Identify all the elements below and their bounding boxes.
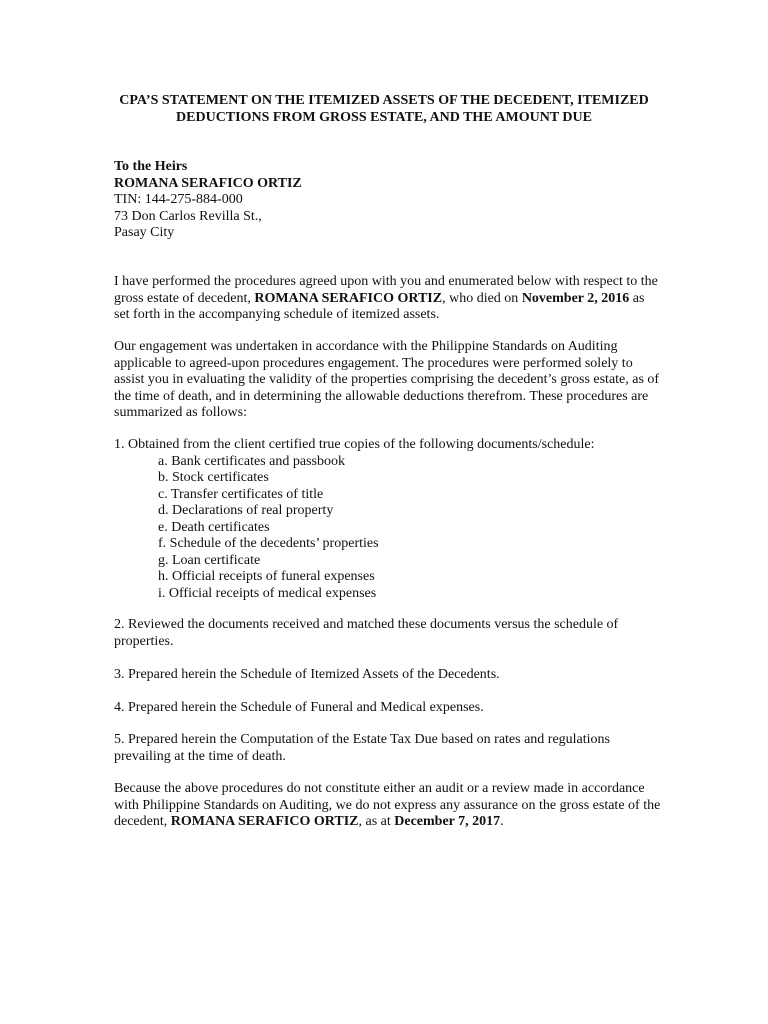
intro-line-1: I have performed the procedures agreed upon with you and enumerated below with respect to the — [114, 274, 658, 289]
addressee-name: ROMANA SERAFICO ORTIZ — [114, 175, 302, 191]
engagement-line-3: assist you in evaluating the validity of the properties comprising the decedent’s gross estate, as of — [114, 372, 660, 387]
engagement-line-2: applicable to agreed-upon procedures engagement. The procedures were performed solely to — [114, 355, 633, 371]
procedure-step-5 — [114, 732, 659, 765]
engagement-paragraph — [114, 339, 659, 422]
documents-list — [158, 454, 659, 603]
addressee-street: 73 Don Carlos Revilla St., — [114, 208, 262, 224]
step-5-line-2: prevailing at the time of death. — [114, 748, 286, 764]
closing-line-1: Because the above procedures do not constitute either an audit or a review made in accordance — [114, 781, 645, 796]
addressee-to: To the Heirs — [114, 159, 188, 174]
decedent-name: ROMANA SERAFICO ORTIZ — [254, 290, 443, 306]
intro-line-2: gross estate of decedent, ROMANA SERAFICO ORTIZ, who died on November 2, 2016 as — [114, 290, 645, 306]
procedure-step-2 — [114, 617, 659, 650]
list-item: a. Bank certificates and passbook — [158, 453, 345, 469]
closing-line-2: with Philippine Standards on Auditing, we do not express any assurance on the gross estate of the — [114, 797, 661, 813]
engagement-line-5: summarized as follows: — [114, 405, 247, 420]
intro-line-3: set forth in the accompanying schedule of itemized assets. — [114, 307, 440, 322]
step-2-line-2: properties. — [114, 633, 174, 649]
document-title — [90, 93, 678, 126]
procedure-step-3 — [114, 667, 659, 684]
list-item: f. Schedule of the decedents’ properties — [158, 536, 379, 551]
addressee-tin: TIN: 144-275-884-000 — [114, 192, 243, 207]
title-line-1: CPA’S STATEMENT ON THE ITEMIZED ASSETS OF THE DECEDENT, ITEMIZED — [119, 93, 649, 108]
statement-date: December 7, 2017 — [394, 814, 501, 829]
list-item: i. Official receipts of medical expenses — [158, 585, 377, 601]
engagement-line-4: the time of death, and in determining the allowable deductions therefrom. These procedures are — [114, 388, 649, 404]
engagement-line-1: Our engagement was undertaken in accordance with the Philippine Standards on Auditing — [114, 339, 618, 354]
closing-line-3: decedent, ROMANA SERAFICO ORTIZ, as at December 7, 2017. — [114, 814, 504, 829]
procedure-step-1 — [114, 437, 659, 602]
list-item: h. Official receipts of funeral expenses — [158, 569, 375, 584]
intro-paragraph — [114, 274, 659, 324]
list-item: b. Stock certificates — [158, 470, 269, 485]
date-of-death: November 2, 2016 — [521, 290, 630, 306]
step-2-line-1: 2. Reviewed the documents received and matched these documents versus the schedule of — [114, 617, 619, 632]
list-item: c. Transfer certificates of title — [158, 486, 324, 502]
decedent-name: ROMANA SERAFICO ORTIZ — [170, 814, 359, 829]
closing-paragraph — [114, 781, 659, 831]
step-4-text: 4. Prepared herein the Schedule of Funeral and Medical expenses. — [114, 700, 484, 715]
list-item: d. Declarations of real property — [158, 503, 334, 518]
addressee-city: Pasay City — [114, 225, 175, 240]
step-1-heading: 1. Obtained from the client certified true copies of the following documents/schedule: — [114, 437, 595, 452]
addressee-block — [114, 159, 659, 242]
list-item: g. Loan certificate — [158, 552, 261, 568]
procedure-step-4 — [114, 700, 659, 717]
list-item: e. Death certificates — [158, 519, 270, 535]
step-3-text: 3. Prepared herein the Schedule of Itemized Assets of the Decedents. — [114, 667, 500, 682]
step-5-line-1: 5. Prepared herein the Computation of the Estate Tax Due based on rates and regulations — [114, 732, 611, 747]
title-line-2: DEDUCTIONS FROM GROSS ESTATE, AND THE AMOUNT DUE — [176, 109, 592, 125]
